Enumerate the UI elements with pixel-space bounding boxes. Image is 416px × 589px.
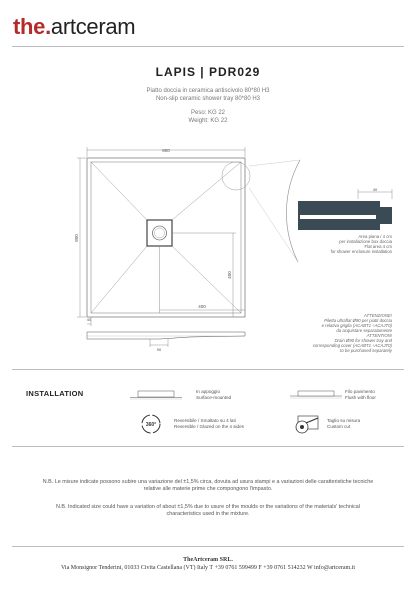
note-it: N.B. Le misure indicate possono subire una variazione del ±1,5% circa, dovuta ad usura stampi e a variazioni delle caratteristiche tecniche relative alle materie prime che compongono l'impasto. (42, 479, 374, 492)
dim-height: 800 (74, 234, 79, 242)
option-custom-cut: Taglio su misura Custom cut (327, 418, 361, 429)
option-surface: In appoggio Surface-mounted (196, 389, 232, 400)
dim-small: 40 (86, 317, 92, 322)
option-flush: Filo pavimento Flush with floor (345, 389, 376, 400)
product-weight-it: Peso: KG 22 (190, 110, 226, 116)
surface-mounted-icon (130, 391, 182, 399)
installation-divider-bottom (12, 446, 404, 447)
brand-name: artceram (50, 14, 136, 39)
dim-drain-v: 400 (227, 271, 232, 279)
installation-label: INSTALLATION (26, 389, 84, 398)
option-reversible: Reversibile / Smaltato su 4 lati Reversible / Glazed on the 4 sides (174, 418, 244, 429)
brand-prefix: the. (13, 14, 51, 39)
footer-company: TheArtceram SRL. (183, 557, 233, 563)
product-weight-en: Weight: KG 22 (188, 117, 228, 124)
custom-cut-icon (296, 416, 318, 433)
detail-dim: 40 (372, 187, 378, 192)
flush-floor-icon (290, 391, 342, 398)
badge-360: 360° (145, 422, 157, 428)
product-desc-it: Piatto doccia in ceramica antiscivolo 80*80 H3 (146, 88, 270, 94)
dim-side: 90 (156, 347, 162, 352)
dim-width: 800 (162, 148, 170, 153)
product-title: LAPIS | PDR029 (155, 65, 261, 79)
attention-note: ATTENZIONE! Piletta ultraflat Ø90 per piatti doccia e relativa griglia (ACABT1 ÷ACAJT0) da acquistare separatamente ATTENTION! Drain Ø90 for shower tray and corresponding cover (ACABT1 ÷ACAJT0) to be purchased separately (312, 313, 392, 353)
dim-drain-h: 400 (198, 304, 206, 309)
footer-address: Via Monsignor Tenderini, 01033 Civita Castellana (VT) Italy T +39 0761 599499 F +39 0761 514232 W info@artceram.it (60, 565, 356, 571)
rotate-360-icon (142, 415, 160, 433)
product-desc-en: Non-slip ceramic shower tray 80*80 H3 (155, 95, 261, 102)
footer-divider (12, 546, 404, 547)
detail-note: Area piana / 4 cm per installazione box doccia Flat area 4 cm for shower enclosure installation (330, 234, 392, 254)
note-en: N.B. Indicated size could have a variation of about ±1,5% due to usure of the moulds or the variations of the materials' technical characteristics used in the mixture. (56, 504, 360, 517)
